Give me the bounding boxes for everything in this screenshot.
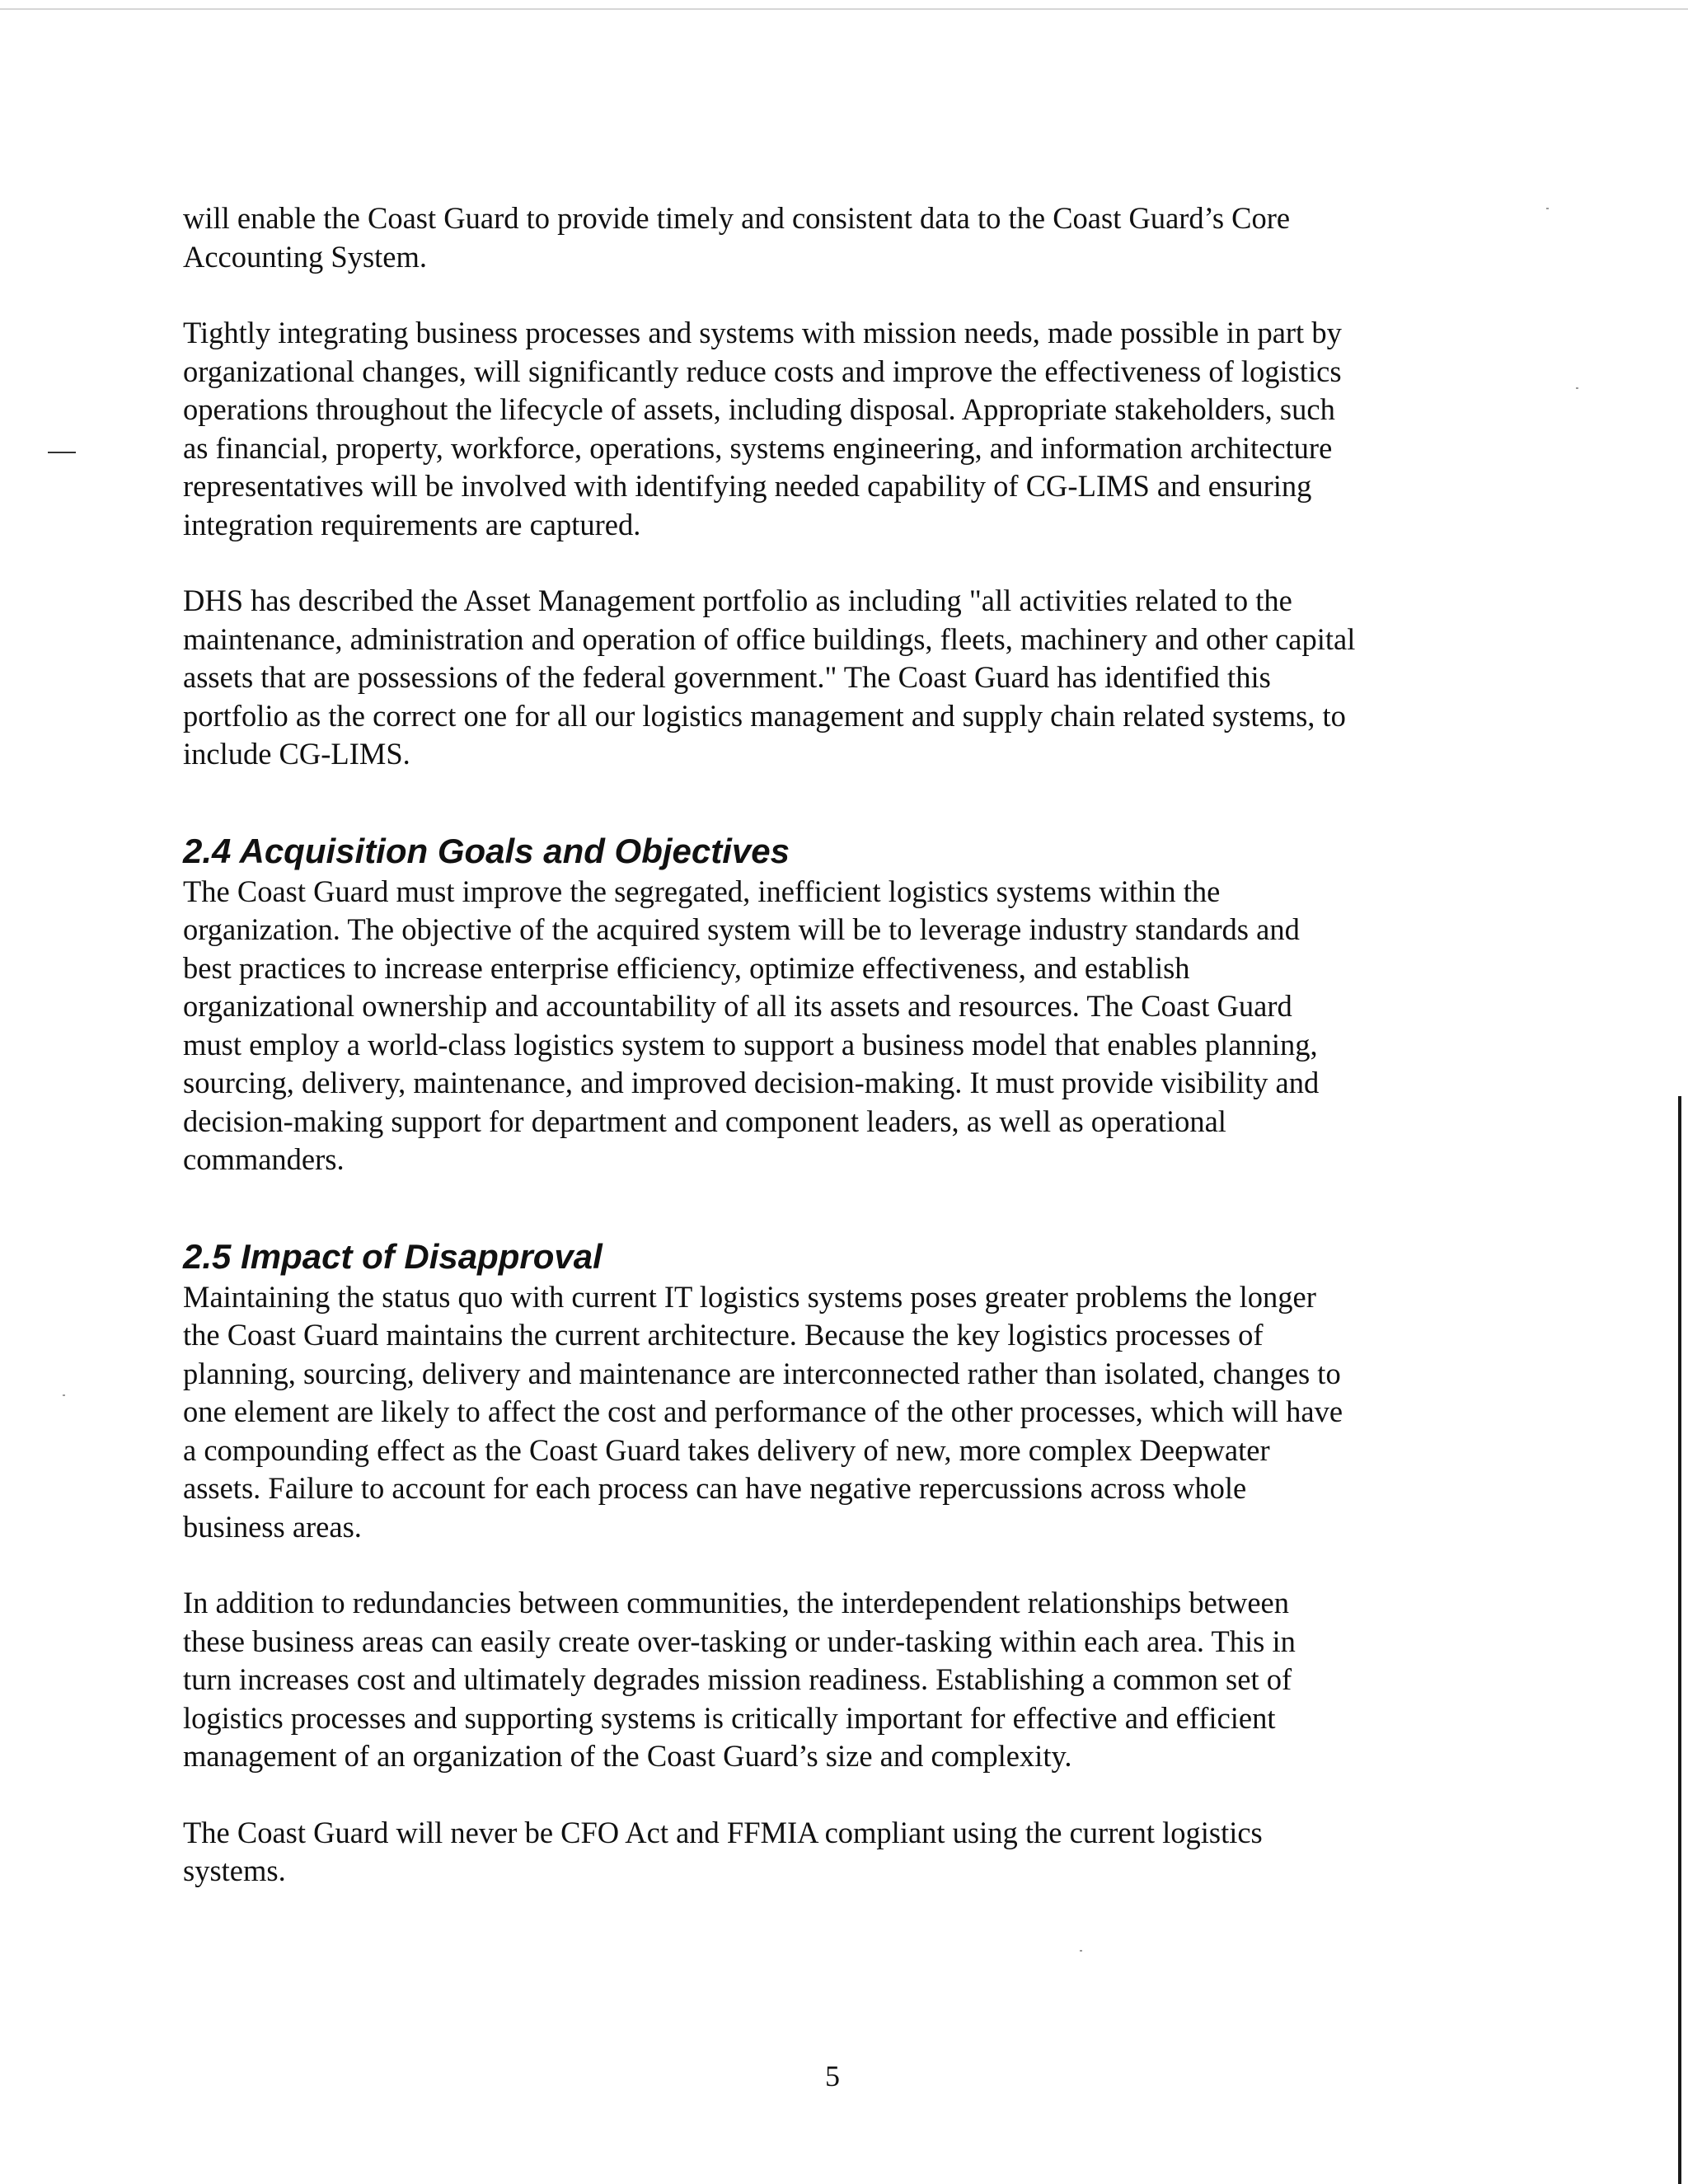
scan-speck <box>1576 387 1578 389</box>
body-paragraph: Maintaining the status quo with current IT logistics systems poses greater problems the longer the Coast Guard maintains the current architecture. Because the key logistics processes of planning, sourcing, delivery and maintenance are interconnected rather than isolated, changes to one element are likely to affect the cost and performance of the other processes, which will have a compounding effect as the Coast Guard takes delivery of new, more complex Deepwater assets. Failure to account for each process can have negative repercussions across whole business areas. <box>183 1279 1343 1544</box>
page-number: 5 <box>825 2060 840 2093</box>
body-paragraph: The Coast Guard must improve the segregated, inefficient logistics systems within the organization. The objective of the acquired system will be to leverage industry standards and best practices to increase enterprise efficiency, optimize effectiveness, and establish organizational ownership and accountability of all its assets and resources. The Coast Guard must employ a world-class logistics system to support a business model that enables planning, sourcing, delivery, maintenance, and improved decision-making. It must provide visibility and decision-making support for department and component leaders, as well as operational commanders. <box>183 874 1320 1176</box>
scan-right-edge-line <box>1678 1096 1681 2184</box>
section-heading-2-4: 2.4 Acquisition Goals and Objectives <box>183 831 790 870</box>
body-paragraph: In addition to redundancies between communities, the interdependent relationships between these business areas can easily create over-tasking or under-tasking within each area. This in turn increases cost and ultimately degrades mission readiness. Establishing a common set of logistics processes and supporting systems is critically important for effective and efficient management of an organization of the Coast Guard’s size and complexity. <box>183 1586 1296 1773</box>
scan-speck <box>63 1394 65 1396</box>
scan-top-edge-line <box>0 8 1688 10</box>
body-paragraph: Tightly integrating business processes and systems with mission needs, made possible in part by organizational changes, will significantly reduce costs and improve the effectiveness of logistics operations throughout the lifecycle of assets, including disposal. Appropriate stakeholders, such as financial, property, workforce, operations, systems engineering, and information architecture representatives will be involved with identifying needed capability of CG-LIMS and ensuring integration requirements are captured. <box>183 316 1342 541</box>
body-paragraph: The Coast Guard will never be CFO Act and FFMIA compliant using the current logistics systems. <box>183 1815 1263 1887</box>
body-paragraph: will enable the Coast Guard to provide timely and consistent data to the Coast Guard’s Core Accounting System. <box>183 201 1291 274</box>
scan-speck <box>1546 208 1549 209</box>
margin-mark <box>48 452 76 453</box>
document-body <box>183 199 1485 1891</box>
body-paragraph: DHS has described the Asset Management portfolio as including "all activities related to the maintenance, administration and operation of office buildings, fleets, machinery and other capital assets that are possessions of the federal government." The Coast Guard has identified this portfolio as the correct one for all our logistics management and supply chain related systems, to include CG-LIMS. <box>183 583 1356 771</box>
section-heading-2-5: 2.5 Impact of Disapproval <box>183 1236 603 1276</box>
scan-speck <box>1080 1950 1082 1952</box>
